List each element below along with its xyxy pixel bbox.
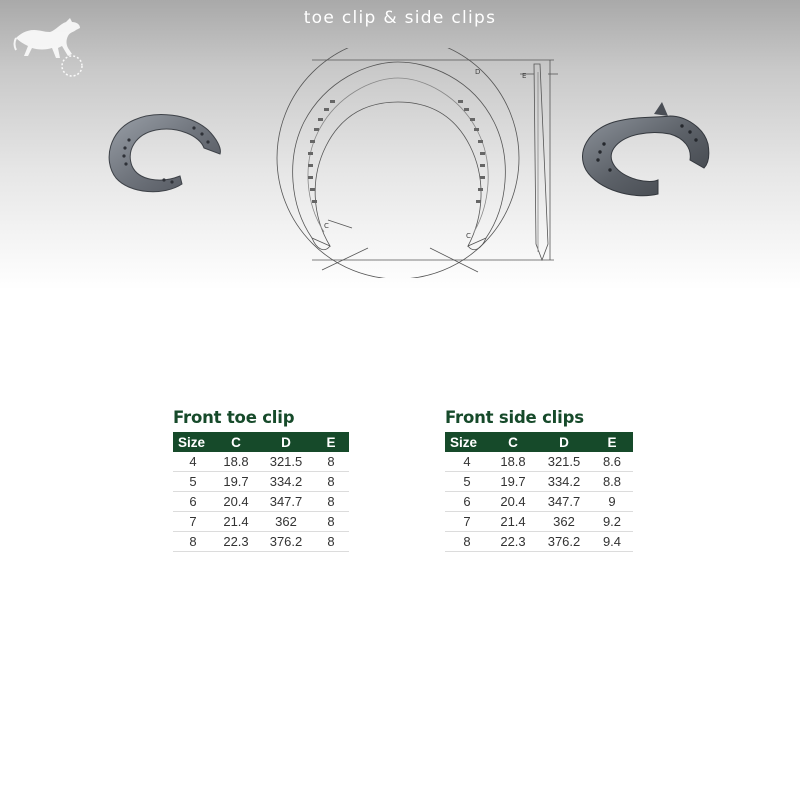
cell-c: 18.8 — [213, 452, 259, 472]
header-size: Size — [173, 432, 213, 452]
cell-e: 8.6 — [591, 452, 633, 472]
label-d: D — [475, 68, 481, 76]
cell-size: 7 — [445, 512, 489, 532]
table-row — [445, 452, 633, 472]
front-side-clips-section — [445, 404, 633, 552]
front-toe-clip-section — [173, 404, 349, 552]
table-row — [445, 472, 633, 492]
table-row — [445, 512, 633, 532]
cell-c: 21.4 — [489, 512, 537, 532]
cell-d: 376.2 — [259, 532, 313, 552]
header-c: C — [213, 432, 259, 452]
table-row — [445, 492, 633, 512]
banner-title: toe clip & side clips — [303, 8, 497, 28]
header-d: D — [259, 432, 313, 452]
label-c-left: C — [324, 222, 329, 230]
header-e: E — [313, 432, 349, 452]
table-row — [173, 532, 349, 552]
cell-e: 9.4 — [591, 532, 633, 552]
table-row — [173, 452, 349, 472]
cell-e: 9 — [591, 492, 633, 512]
front-toe-clip-table — [173, 432, 349, 552]
table-row — [173, 512, 349, 532]
front-side-clips-title: Front side clips — [445, 408, 584, 427]
cell-c: 20.4 — [489, 492, 537, 512]
cell-size: 4 — [445, 452, 489, 472]
cell-e: 8 — [313, 452, 349, 472]
front-toe-clip-title: Front toe clip — [173, 408, 295, 427]
front-side-clips-table — [445, 432, 633, 552]
cell-e: 8 — [313, 532, 349, 552]
cell-size: 8 — [173, 532, 213, 552]
cell-size: 5 — [445, 472, 489, 492]
cell-e: 8 — [313, 492, 349, 512]
cell-c: 22.3 — [489, 532, 537, 552]
header-e: E — [591, 432, 633, 452]
header-c: C — [489, 432, 537, 452]
cell-c: 22.3 — [213, 532, 259, 552]
cell-d: 376.2 — [537, 532, 591, 552]
cell-size: 6 — [173, 492, 213, 512]
cell-c: 19.7 — [489, 472, 537, 492]
cell-d: 362 — [537, 512, 591, 532]
cell-c: 18.8 — [489, 452, 537, 472]
cell-e: 9.2 — [591, 512, 633, 532]
cell-d: 321.5 — [537, 452, 591, 472]
cell-c: 20.4 — [213, 492, 259, 512]
cell-size: 5 — [173, 472, 213, 492]
cell-d: 334.2 — [537, 472, 591, 492]
cell-d: 321.5 — [259, 452, 313, 472]
cell-size: 6 — [445, 492, 489, 512]
cell-size: 4 — [173, 452, 213, 472]
cell-size: 8 — [445, 532, 489, 552]
label-c-right: C — [466, 232, 471, 240]
cell-e: 8 — [313, 512, 349, 532]
label-e: E — [522, 72, 527, 80]
table-row — [173, 492, 349, 512]
cell-d: 347.7 — [259, 492, 313, 512]
header-size: Size — [445, 432, 489, 452]
horseshoe-dimension-diagram — [272, 48, 564, 278]
table-header-row — [445, 432, 633, 452]
cell-c: 19.7 — [213, 472, 259, 492]
horseshoe-side-clips-image — [578, 100, 714, 204]
table-header-row — [173, 432, 349, 452]
header-d: D — [537, 432, 591, 452]
cell-d: 334.2 — [259, 472, 313, 492]
horseshoe-toe-clip-image — [104, 104, 224, 204]
cell-d: 362 — [259, 512, 313, 532]
cell-c: 21.4 — [213, 512, 259, 532]
table-row — [445, 532, 633, 552]
table-row — [173, 472, 349, 492]
cell-d: 347.7 — [537, 492, 591, 512]
cell-e: 8 — [313, 472, 349, 492]
cell-size: 7 — [173, 512, 213, 532]
cell-e: 8.8 — [591, 472, 633, 492]
